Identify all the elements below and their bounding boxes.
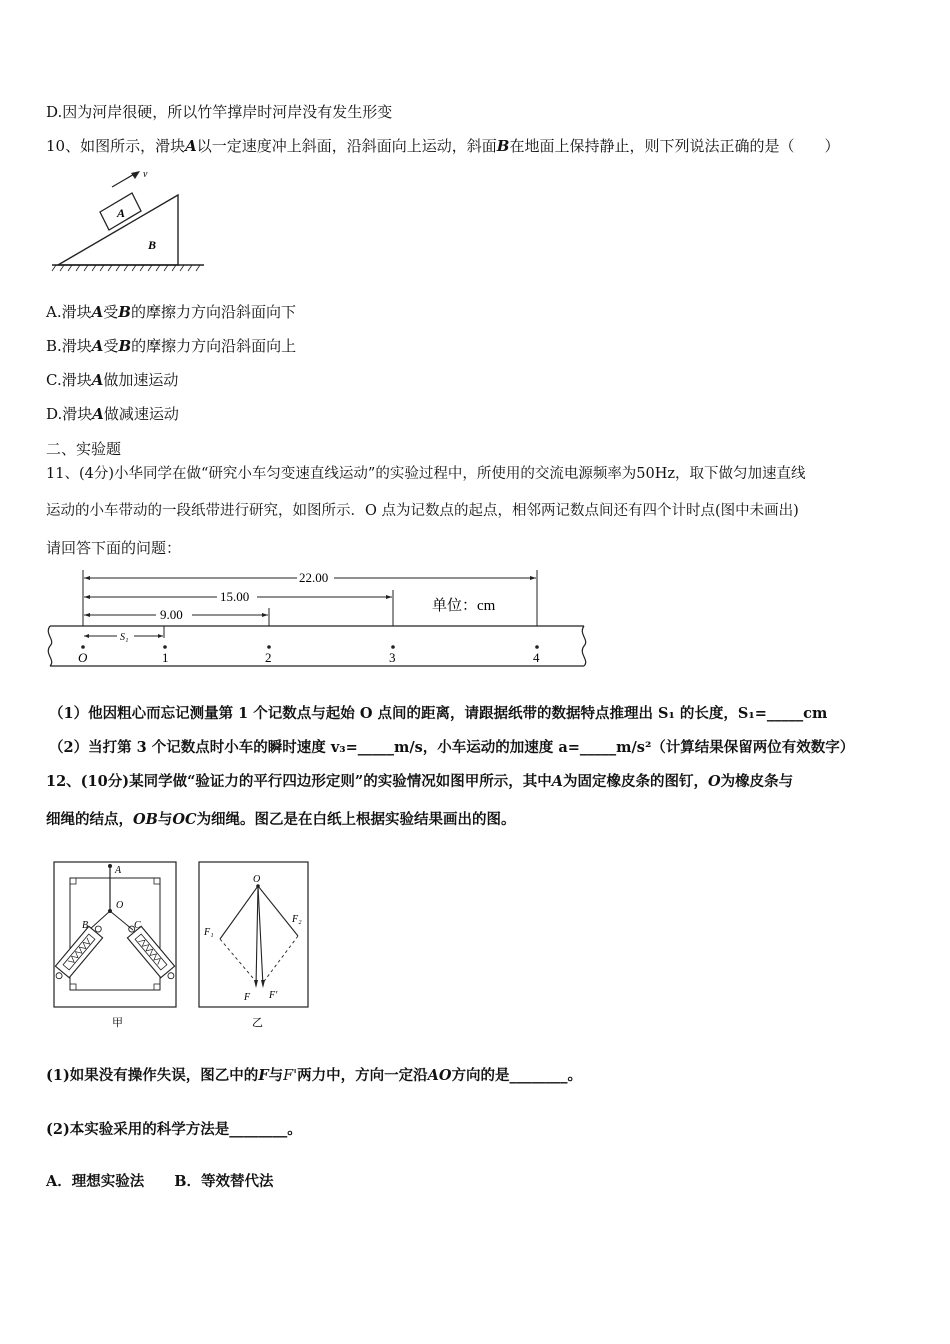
tape-label-1: 1	[162, 650, 169, 665]
q11-line-1: 11、(4分)小华同学在做“研究小车匀变速直线运动”的实验过程中，所使用的交流电源频率为50Hz，取下做匀加速直线	[46, 466, 806, 482]
spring-scale-b	[50, 921, 107, 984]
tape-label-2: 2	[265, 650, 272, 665]
q11-line-3: 请回答下面的问题：	[46, 539, 182, 557]
section-heading-experiments: 二、实验题	[46, 440, 122, 458]
fig-yi-label-f: F	[244, 992, 251, 1003]
tape-label-o: O	[78, 650, 88, 665]
q11-sub-2: （2）当打第 3 个记数点时小车的瞬时速度 v₃=_____m/s，小车运动的加速度 a=_____m/s²（计算结果保留两位有效数字）	[49, 739, 855, 756]
tape-label-3: 3	[389, 650, 396, 665]
dim-9: 9.00	[160, 607, 183, 622]
force-f1	[220, 886, 258, 939]
spring-scale-c	[123, 921, 180, 984]
fig-jia-label-a: A	[115, 865, 122, 876]
q12-options	[46, 1172, 274, 1192]
unit-label: 单位：cm	[432, 598, 496, 614]
q12-sub-2: (2)本实验采用的科学方法是________。	[46, 1121, 302, 1138]
fig-jia-caption: 甲	[112, 1017, 123, 1029]
q12-line-2: 细绳的结点，OB与OC为细绳。图乙是在白纸上根据实验结果画出的图。	[46, 811, 516, 828]
q10-option-d: D.滑块A做减速运动	[46, 405, 179, 423]
tape-point-4	[535, 645, 539, 649]
q10-incline-figure	[48, 165, 208, 275]
tape-point-o	[81, 645, 85, 649]
q10-stem: 10、如图所示，滑块A以一定速度冲上斜面，沿斜面向上运动，斜面B在地面上保持静止，则下列说法正确的是（ ）	[46, 137, 840, 155]
fig-jia-label-o: O	[116, 900, 124, 911]
fig-yi-label-f1: F₁	[204, 927, 214, 938]
fig-yi-caption: 乙	[252, 1017, 263, 1029]
fig-yi-label-o: O	[253, 874, 261, 885]
q10-option-a: A.滑块A受B的摩擦力方向沿斜面向下	[46, 303, 296, 321]
label-v: v	[143, 169, 148, 180]
q12-figure-yi	[196, 858, 312, 1033]
force-f2	[258, 886, 298, 936]
fig-jia-label-b: B	[82, 920, 89, 931]
tape-point-2	[267, 645, 271, 649]
q12-figure-jia	[46, 858, 186, 1033]
tape-point-3	[391, 645, 395, 649]
q9-option-d: D.因为河岸很硬，所以竹竿撑岸时河岸没有发生形变	[46, 103, 393, 121]
label-a: A	[117, 206, 126, 220]
force-f-prime	[258, 886, 263, 986]
dim-22: 22.00	[299, 570, 329, 585]
q12-line-1: 12、(10分)某同学做“验证力的平行四边形定则”的实验情况如图甲所示，其中A为固定橡皮条的图钉，O为橡皮条与	[46, 773, 794, 790]
q12-option-a: A．理想实验法	[46, 1173, 145, 1190]
fig-yi-label-f-prime: F'	[269, 990, 278, 1001]
q12-sub-1: (1)如果没有操作失误，图乙中的F与F'两力中，方向一定沿AO方向的是________。	[46, 1067, 583, 1084]
tape-point-1	[163, 645, 167, 649]
q12-option-b: B．等效替代法	[174, 1173, 274, 1190]
dim-15: 15.00	[220, 589, 250, 604]
fig-yi-label-f2: F₂	[292, 914, 302, 925]
q10-option-c: C.滑块A做加速运动	[46, 371, 179, 389]
label-b: B	[148, 238, 157, 252]
q11-sub-1: （1）他因粗心而忘记测量第 1 个记数点与起始 O 点间的距离，请跟据纸带的数据特点推理出 S₁ 的长度，S₁=_____cm	[49, 705, 828, 722]
force-f	[256, 886, 258, 986]
q11-line-2: 运动的小车带动的一段纸带进行研究，如图所示．O 点为记数点的起点，相邻两记数点间还有四个计时点(图中未画出)	[46, 503, 799, 519]
fig-jia-label-c: C	[134, 920, 141, 931]
velocity-arrow-icon	[131, 171, 140, 179]
q10-option-b: B.滑块A受B的摩擦力方向沿斜面向上	[46, 337, 297, 355]
dim-s1: S₁	[120, 632, 129, 643]
q11-paper-tape-figure	[44, 568, 592, 670]
tape-label-4: 4	[533, 650, 540, 665]
